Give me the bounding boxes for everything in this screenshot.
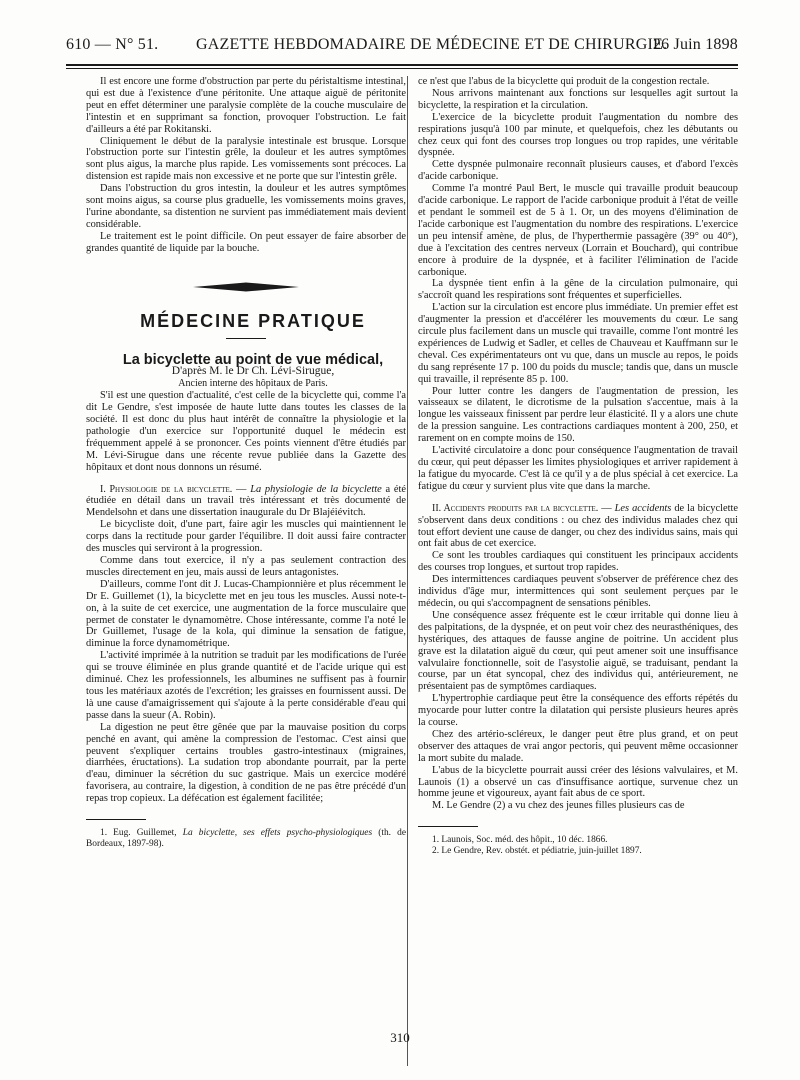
paragraph: L'activité imprimée à la nutrition se traduit par les modifications de l'urée qui se trouve éliminée en plus grande quantité et de l'acide urique qui est diminué. Chez les professionnels, les albumines ne suffisent pas à fournir tous les matériaux azotés de l'excrétion; les graisses en fournissent aussi. De là une cause d'amaigrissement qui s'ajoute à la perte considérable d'eau qui passe dans la sueur (A. Robin).	[86, 650, 406, 721]
paragraph: Des intermittences cardiaques peuvent s'observer de préférence chez des individus d'âge mur, intermittences qui sont seulement perçues par le médecin, ou qui s'accompagnent de sensations pénibles.	[418, 574, 738, 609]
header-rule-thick	[66, 64, 738, 66]
accidents-paragraph: II. Accidents produits par la bicyclette. — Les accidents de la bicyclette s'observent dans deux conditions : ou chez des individus malades chez qui tout effort devient une cause de danger, ou chez des individus sains, mais qui ont fait abus de cet exercice.	[418, 502, 738, 550]
paragraph: L'activité circulatoire a donc pour conséquence l'augmentation de travail du cœur, qui peut dépasser les limites physiologiques et arriver rapidement à la fatigue du myocarde. C'est là ce qu'il y a de plus spécial à cet exercice. La fatigue du cœur y survient plus vite que dans la marche.	[418, 445, 738, 492]
spacer	[418, 493, 738, 503]
physiology-lead: La physiologie de la bicyclette	[250, 483, 382, 495]
section-title: MÉDECINE PRATIQUE	[140, 310, 366, 331]
physiology-heading: I. Physiologie de la bicyclette.	[100, 483, 233, 495]
paragraph: Le traitement est le point difficile. On peut essayer de faire absorber de grandes quantité de liquide par la bouche.	[86, 230, 406, 254]
paragraph: La digestion ne peut être gênée que par la mauvaise position du corps penché en avant, qui amène la compression de l'estomac. C'est ainsi que peuvent s'expliquer certains troubles gastro-intestinaux (migraines, diarrhées, éructations). La sudation trop abondante pourrait, par la perte d'eau, diminuer la sécrétion du suc gastrique. Mais un exercice modéré favorisera, au contraire, la digestion, à condition de ne pas être précédé d'un repas trop copieux. La défécation est également facilitée;	[86, 721, 406, 805]
header-rule-thin	[66, 68, 738, 69]
paragraph: Cette dyspnée pulmonaire reconnaît plusieurs causes, et d'abord l'excès d'acide carbonique.	[418, 159, 738, 183]
footnote-lead: 1. Eug. Guillemet,	[100, 828, 177, 839]
title-rule	[226, 338, 266, 339]
paragraph: L'action sur la circulation est encore plus immédiate. Un premier effet est d'augmenter la pression et d'accélérer les mouvements du cœur. Le sang circule plus facilement dans un muscle qui travaille, comme l'ont montré les expériences de Ludwig et Sadler, et celles de Chauveau et Kauffmann sur le cheval. Ces expérimentateurs ont vu que, dans un muscle au repos, le poids du sang représente 17 p. 100 du poids du muscle; tandis que, dans un muscle qui travaille, il représente 85 p. 100.	[418, 302, 738, 385]
page-number: 310	[390, 1030, 410, 1045]
right-column	[418, 76, 738, 857]
paragraph: Nous arrivons maintenant aux fonctions sur lesquelles agit surtout la bicyclette, la respiration et la circulation.	[418, 87, 738, 111]
paragraph: Dans l'obstruction du gros intestin, la douleur et les autres symptômes sont moins aigus, sa course plus graduelle, les vomissements moins graves, l'urine abondante, sa distention ne survient pas immédiatement mais devient considérable.	[86, 183, 406, 230]
paragraph: ce n'est que l'abus de la bicyclette qui produit de la congestion rectale.	[418, 76, 710, 87]
paragraph: Cliniquement le début de la paralysie intestinale est brusque. Lorsque l'obstruction porte sur l'intestin grêle, la douleur et les autres symptômes sont plus aigus, la marche plus rapide. Les vomissements sont précoces. La distension est rapide mais non excessive et ne porte que sur l'intestin grêle.	[86, 135, 406, 183]
accidents-lead: Les accidents	[614, 502, 672, 514]
paragraph: M. Le Gendre (2) a vu chez des jeunes filles plusieurs cas de	[432, 800, 685, 812]
column-divider	[407, 76, 408, 1066]
paragraph: Il est encore une forme d'obstruction par perte du péristaltisme intestinal, qui est due à l'existence d'une péritonite. Une attaque aiguë de péritonite peut en effet déterminer une paralysie complète de la couche musculaire de l'intestin et en supprimant sa fonction, provoquer l'obstruction. Le fait d'ailleurs a été par Rokitanski.	[86, 76, 406, 135]
paragraph: Chez des artério-scléreux, le danger peut être plus grand, et on peut observer des attaques de vrai angor pectoris, qui peuvent même occasionner la mort subite du malade.	[418, 728, 738, 764]
paragraph: Le bicycliste doit, d'une part, faire agir les muscles qui maintiennent le corps dans la rectitude pour garder l'équilibre. Il doit aussi faire contracter des muscles qui serviront à la progression.	[86, 519, 406, 555]
left-column	[86, 76, 406, 850]
issue-date: 26 Juin 1898	[652, 36, 738, 53]
paragraph: Comme l'a montré Paul Bert, le muscle qui travaille produit beaucoup d'acide carbonique. Le rapport de l'acide carbonique produit à l'état de veille et pendant le sommeil est de 5 à 1. Or, un des moyens d'élimination de l'acide carbonique est l'augmentation du nombre des respirations. L'exercice un peu intensif amène, de plus, de l'hyperthermie passagère (39° ou 40°), due à l'excitation des centres nerveux (Lorrain et Bouchard), qui contribue encore à produire de la dyspnée, et à faciliter l'élimination de l'acide carbonique.	[418, 183, 738, 278]
footnote-title: La bicyclette, ses effets psycho-physiologiques	[182, 828, 373, 839]
accidents-heading: II. Accidents produits par la bicyclette.	[432, 502, 599, 514]
page-issue-number: 610 — N° 51.	[66, 36, 159, 53]
journal-title: GAZETTE HEBDOMADAIRE DE MÉDECINE ET DE CHIRURGIE.	[196, 36, 668, 53]
byline: D'après M. le Dr Ch. Lévi-Sirugue,	[171, 365, 335, 378]
physiology-text: a été étudiée en détail dans un travail très intéressant et très documenté de Mendelsohn et dans une dissertation inaugurale du Dr Blajéiévitch.	[86, 483, 406, 519]
paragraph: Comme dans tout exercice, il n'y a pas seulement contraction des muscles directement en jeu, mais aussi de leurs antagonistes.	[86, 555, 406, 578]
paragraph: Une conséquence assez fréquente est le cœur irritable qui donne lieu à des palpitations, de la dyspnée, et on peut voir chez des neurasthéniques, des hystériques, des attaques de fausse angine de poitrine. Un accident plus grave est la dilatation aiguë du cœur, qui peut amener soit une insuffisance valvulaire fonctionnelle, soit de l'asystolie aiguë, se traduisant, pendant la course, par un état syncopal, chez des individus qui, antérieurement, ne présentaient pas de symptômes cardiaques.	[418, 609, 738, 693]
intro-paragraph: S'il est une question d'actualité, c'est celle de la bicyclette qui, comme l'a dit Le Gendre, s'est imposée de haute lutte dans toutes les classes de la société. Il est donc du plus haut intérêt de connaître la physiologie et la pathologie d'un exercice sur l'opportunité duquel le médecin est fréquemment appelé à se prononcer. Ces points viennent d'être étudiés par M. Lévi-Sirugue dans une récente revue publiée dans la Gazette des hôpitaux et dont nous donnons un résumé.	[86, 390, 406, 473]
paragraph: D'ailleurs, comme l'ont dit J. Lucas-Championnière et plus récemment le Dr E. Guillemet (1), la bicyclette met en jeu tous les muscles. Aussi note-t-on, à la suite de cet exercice, une augmentation de la force musculaire que permet de constater le dynamomètre. Chose intéressante, comme l'a noté le Dr Guillemet, l'usage de la kola, qui diminue la sensation de fatigue, diminue la force dynamométrique.	[86, 578, 406, 650]
paragraph: Ce sont les troubles cardiaques qui constituent les principaux accidents des courses trop longues, et surtout trop rapides.	[418, 550, 738, 574]
footnote	[86, 828, 406, 850]
footnote: 1. Launois, Soc. méd. des hôpit., 10 déc. 1866.	[432, 835, 608, 846]
spacer	[86, 474, 406, 484]
article-title: La bicyclette au point de vue médical,	[122, 351, 384, 368]
paragraph: L'exercice de la bicyclette produit l'augmentation du nombre des respirations jusqu'à 100 par minute, et quelquefois, chez les débutants ou chez ceux qui font des courses trop longues ou trop rapides, une véritable dyspnée.	[418, 111, 738, 159]
footnote-rule	[86, 819, 146, 820]
paragraph: L'abus de la bicyclette pourrait aussi créer des lésions valvulaires, et M. Launois (1) a observé un cas d'insuffisance aortique, survenue chez un homme jeune et vigoureux, ayant fait abus de ce sport.	[418, 764, 738, 800]
running-head	[66, 36, 738, 60]
paragraph: Pour lutter contre les dangers de l'augmentation de pression, les vaisseaux se dilatent, le dicrotisme de la pulsation s'accentue, mais à la longue les vaisseaux finissent par perdre leur élasticité. Il y a alors une chute de la pression sanguine. Les contractions cardiaques montent à 200, 250, et rarement on en compte moins de 150.	[418, 385, 738, 445]
paragraph: L'hypertrophie cardiaque peut être la conséquence des efforts répétés du myocarde pour lutter contre la dilatation qui persiste plusieurs heures après la course.	[418, 693, 738, 729]
paragraph: La dyspnée tient enfin à la gêne de la circulation pulmonaire, qui s'accroît quand les respirations sont fréquentes et superficielles.	[418, 278, 738, 302]
footnote-rule	[418, 826, 478, 827]
accidents-text: de la bicyclette s'observent dans deux conditions : ou chez des individus malades chez qui tout effort devient une cause de danger, ou chez des individus sains, mais qui ont fait abus de cet exercice.	[418, 502, 738, 550]
physiology-paragraph: I. Physiologie de la bicyclette. — La physiologie de la bicyclette a été étudiée en détail dans un travail très intéressant et très documenté de Mendelsohn et dans une dissertation inaugurale du Dr Blajéiévitch.	[86, 483, 406, 519]
ornament-divider-icon	[191, 280, 301, 294]
footnote: 2. Le Gendre, Rev. obstét. et pédiatrie, juin-juillet 1897.	[432, 846, 642, 857]
footnote-tail: (th. de Bordeaux, 1897-98).	[86, 828, 406, 850]
byline-affiliation: Ancien interne des hôpitaux de Paris.	[178, 378, 328, 390]
